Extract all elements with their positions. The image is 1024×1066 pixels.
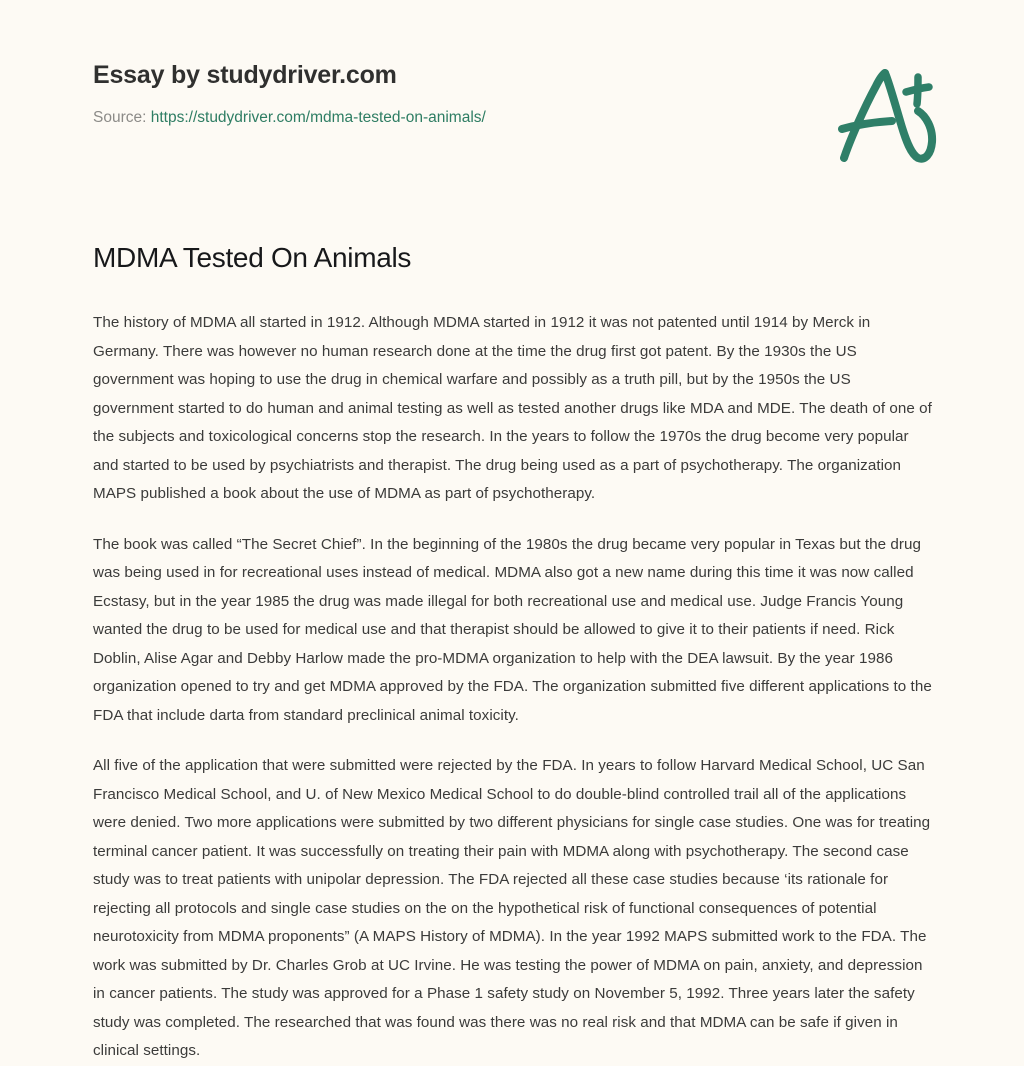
studydriver-logo — [830, 62, 942, 166]
source-label: Source: — [93, 109, 147, 127]
source-url-link[interactable]: https://studydriver.com/mdma-tested-on-animals/ — [150, 109, 486, 127]
article-body — [93, 309, 933, 1066]
article-paragraph: All five of the application that were submitted were rejected by the FDA. In years to follow Harvard Medical School, UC San Francisco Medical School, and U. of New Mexico Medical School to do double-blind controlled trail all of the applications were denied. Two more applications were submitted by two different physicians for single case studies. One was for treating terminal cancer patient. It was successfully on treating their pain with MDMA along with psychotherapy. The second case study was to treat patients with unipolar depression. The FDA rejected all these case studies because ‘its rationale for rejecting all protocols and single case studies on the on the hypothetical risk of functional consequences of potential neurotoxicity from MDMA proponents” (A MAPS History of MDMA). In the year 1992 MAPS submitted work to the FDA. The work was submitted by Dr. Charles Grob at UC Irvine. He was testing the power of MDMA on pain, anxiety, and depression in cancer patients. The study was approved for a Phase 1 safety study on November 5, 1992. Three years later the safety study was completed. The researched that was found was there was no real risk and that MDMA can be safe if given in clinical settings. — [93, 757, 931, 1060]
a-plus-logo-icon — [830, 62, 942, 166]
article-title: MDMA Tested On Animals — [93, 242, 412, 273]
source-line — [93, 108, 733, 128]
article — [93, 240, 933, 1066]
page-header — [0, 0, 1024, 190]
article-paragraph: The book was called “The Secret Chief”. In the beginning of the 1980s the drug became very popular in Texas but the drug was being used in for recreational uses instead of medical. MDMA also got a new name during this time it was now called Ecstasy, but in the year 1985 the drug was made illegal for both recreational use and medical use. Judge Francis Young wanted the drug to be used for medical use and that therapist should be allowed to give it to their patients if need. Rick Doblin, Alise Agar and Debby Harlow made the pro-MDMA organization to help with the DEA lawsuit. By the year 1986 organization opened to try and get MDMA approved by the FDA. The organization submitted five different applications to the FDA that include darta from standard preclinical animal toxicity. — [93, 535, 932, 724]
article-paragraph: The history of MDMA all started in 1912. Although MDMA started in 1912 it was not patented until 1914 by Merck in Germany. There was however no human research done at the time the drug first got patent. By the 1930s the US government was hoping to use the drug in chemical warfare and possibly as a truth pill, but by the 1950s the US government started to do human and animal testing as well as tested another drugs like MDA and MDE. The death of one of the subjects and toxicological concerns stop the research. In the years to follow the 1970s the drug become very popular and started to be used by psychiatrists and therapist. The drug being used as a part of psychotherapy. The organization MAPS published a book about the use of MDMA as part of psychotherapy. — [93, 314, 932, 503]
brand-title: Essay by studydriver.com — [93, 61, 397, 89]
brand-block — [93, 60, 733, 128]
